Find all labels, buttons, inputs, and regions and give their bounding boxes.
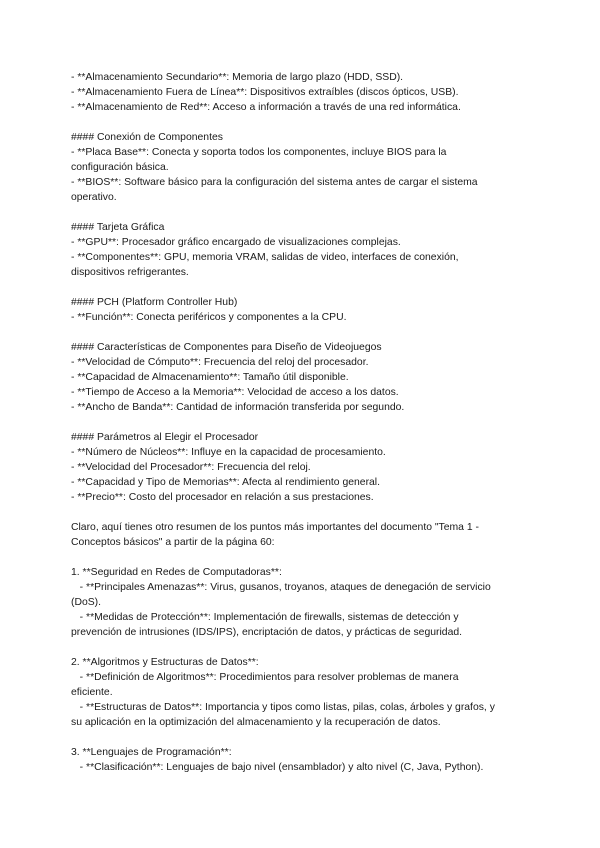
text-line: - **Número de Núcleos**: Influye en la capacidad de procesamiento.: [71, 447, 386, 458]
paragraph-gap: [71, 115, 551, 130]
text-line: - **BIOS**: Software básico para la configuración del sistema antes de cargar el sistema: [71, 177, 478, 188]
text-line: - **Almacenamiento Fuera de Línea**: Dispositivos extraíbles (discos ópticos, USB).: [71, 87, 459, 98]
text-line: operativo.: [71, 192, 117, 203]
paragraph-gap: [71, 550, 551, 565]
text-line: #### PCH (Platform Controller Hub): [71, 297, 238, 308]
document-page: [71, 70, 551, 775]
text-line: configuración básica.: [71, 162, 169, 173]
text-line: #### Características de Componentes para Diseño de Videojuegos: [71, 342, 382, 353]
text-line: #### Tarjeta Gráfica: [71, 222, 165, 233]
text-line: dispositivos refrigerantes.: [71, 267, 189, 278]
text-line: - **Función**: Conecta periféricos y componentes a la CPU.: [71, 312, 347, 323]
text-line: - **Velocidad del Procesador**: Frecuencia del reloj.: [71, 462, 311, 473]
paragraph-gap: [71, 505, 551, 520]
text-line: 3. **Lenguajes de Programación**:: [71, 747, 232, 758]
text-line: - **Definición de Algoritmos**: Procedimientos para resolver problemas de manera: [71, 672, 459, 683]
text-line: - **Capacidad y Tipo de Memorias**: Afecta al rendimiento general.: [71, 477, 380, 488]
text-line: eficiente.: [71, 687, 113, 698]
text-line: prevención de intrusiones (IDS/IPS), encriptación de datos, y prácticas de seguridad.: [71, 627, 463, 638]
text-line: #### Parámetros al Elegir el Procesador: [71, 432, 259, 443]
text-line: - **Componentes**: GPU, memoria VRAM, salidas de video, interfaces de conexión,: [71, 252, 459, 263]
text-line: 2. **Algoritmos y Estructuras de Datos**:: [71, 657, 259, 668]
text-line: - **Medidas de Protección**: Implementación de firewalls, sistemas de detección y: [71, 612, 459, 623]
text-line: - **GPU**: Procesador gráfico encargado de visualizaciones complejas.: [71, 237, 401, 248]
text-line: su aplicación en la optimización del almacenamiento y la recuperación de datos.: [71, 717, 441, 728]
text-line: - **Velocidad de Cómputo**: Frecuencia del reloj del procesador.: [71, 357, 369, 368]
text-line: 1. **Seguridad en Redes de Computadoras**:: [71, 567, 282, 578]
text-line: Conceptos básicos" a partir de la página 60:: [71, 537, 275, 548]
text-line: - **Principales Amenazas**: Virus, gusanos, troyanos, ataques de denegación de servicio: [71, 582, 491, 593]
text-line: - **Estructuras de Datos**: Importancia y tipos como listas, pilas, colas, árboles y grafos, y: [71, 702, 495, 713]
paragraph-gap: [71, 280, 551, 295]
paragraph-gap: [71, 730, 551, 745]
text-line: - **Almacenamiento Secundario**: Memoria de largo plazo (HDD, SSD).: [71, 72, 404, 83]
text-line: - **Precio**: Costo del procesador en relación a sus prestaciones.: [71, 492, 374, 503]
text-line: - **Tiempo de Acceso a la Memoria**: Velocidad de acceso a los datos.: [71, 387, 399, 398]
paragraph-gap: [71, 415, 551, 430]
text-line: Claro, aquí tienes otro resumen de los puntos más importantes del documento "Tema 1 -: [71, 522, 479, 533]
paragraph-gap: [71, 325, 551, 340]
text-line: - **Clasificación**: Lenguajes de bajo nivel (ensamblador) y alto nivel (C, Java, Python).: [71, 762, 484, 773]
text-line: - **Capacidad de Almacenamiento**: Tamaño útil disponible.: [71, 372, 349, 383]
text-line: - **Almacenamiento de Red**: Acceso a información a través de una red informática.: [71, 102, 461, 113]
text-line: - **Placa Base**: Conecta y soporta todos los componentes, incluye BIOS para la: [71, 147, 447, 158]
text-line: (DoS).: [71, 597, 102, 608]
text-line: #### Conexión de Componentes: [71, 132, 223, 143]
paragraph-gap: [71, 640, 551, 655]
paragraph-gap: [71, 205, 551, 220]
text-line: - **Ancho de Banda**: Cantidad de información transferida por segundo.: [71, 402, 405, 413]
